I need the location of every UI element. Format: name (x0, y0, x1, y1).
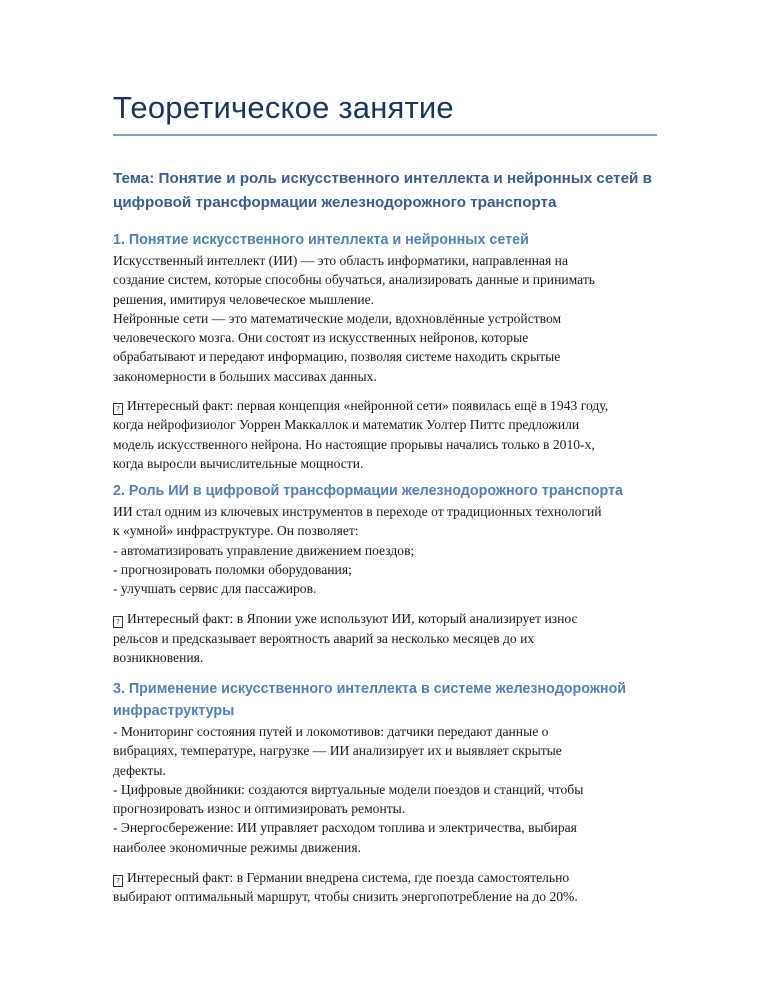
section-heading-line: 1. Понятие искусственного интеллекта и нейронных сетей (113, 232, 529, 248)
topic-line: Тема: Понятие и роль искусственного интеллекта и нейронных сетей в (113, 170, 652, 187)
section-heading (113, 480, 661, 502)
section-heading-line: инфраструктуры (113, 703, 235, 719)
fact-text: Интересный факт: в Японии уже используют ИИ, который анализирует износ (127, 611, 578, 627)
body-line: дефекты. (113, 762, 166, 778)
section-heading-line: 3. Применение искусственного интеллекта в системе железнодорожной (113, 681, 627, 697)
page-title: Теоретическое занятие (113, 90, 454, 125)
body-line: создание систем, которые способны обучаться, анализировать данные и принимать (113, 272, 595, 288)
body-line: решения, имитируя человеческое мышление. (113, 291, 375, 307)
body-line: ИИ стал одним из ключевых инструментов в переходе от традиционных технологий (113, 504, 602, 519)
title-underline-divider (113, 134, 657, 136)
fact-text: Интересный факт: в Германии внедрена система, где поезда самостоятельно (127, 870, 570, 886)
section-body (113, 502, 661, 598)
fact-line: модель искусственного нейрона. Но настоящие прорывы начались только в 2010-х, (113, 436, 595, 452)
section-heading (113, 678, 661, 722)
missing-glyph-icon: ? (113, 403, 123, 415)
fact-line: возникновения. (113, 650, 204, 666)
fact-text: Интересный факт: первая концепция «нейронной сети» появилась ещё в 1943 году, (127, 398, 609, 414)
topic-line: цифровой трансформации железнодорожного транспорта (113, 194, 557, 211)
interesting-fact (113, 396, 661, 473)
list-item: - Цифровые двойники: создаются виртуальные модели поездов и станций, чтобы (113, 781, 584, 797)
fact-line: рельсов и предсказывает вероятность аварий за несколько месяцев до их (113, 630, 535, 646)
body-line: вибрациях, температуре, нагрузке — ИИ анализирует их и выявляет скрытые (113, 743, 562, 759)
interesting-fact (113, 868, 661, 907)
fact-line (113, 609, 661, 628)
body-line: наиболее экономичные режимы движения. (113, 839, 361, 855)
list-item: - автоматизировать управление движением поездов; (113, 542, 415, 558)
body-line: Нейронные сети — это математические модели, вдохновлённые устройством (113, 310, 562, 326)
body-line: закономерности в больших массивах данных. (113, 368, 377, 384)
section-1 (113, 229, 661, 473)
missing-glyph-icon: ? (113, 616, 123, 628)
fact-line: когда выросли вычислительные мощности. (113, 455, 364, 471)
fact-line: когда нейрофизиолог Уоррен Маккаллок и математик Уолтер Питтс предложили (113, 417, 580, 433)
topic-heading (113, 167, 661, 215)
list-item: - Энергосбережение: ИИ управляет расходом топлива и электричества, выбирая (113, 820, 577, 836)
list-item: - прогнозировать поломки оборудования; (113, 561, 352, 577)
body-line: Искусственный интеллект (ИИ) — это область информатики, направленная на (113, 253, 568, 268)
body-line: к «умной» инфраструктуре. Он позволяет: (113, 523, 359, 539)
section-body (113, 251, 661, 386)
fact-line (113, 868, 661, 887)
section-heading-line: 2. Роль ИИ в цифровой трансформации железнодорожного транспорта (113, 483, 624, 499)
section-3 (113, 678, 661, 907)
section-body (113, 722, 661, 857)
missing-glyph-icon: ? (113, 875, 123, 887)
fact-line: выбирают оптимальный маршрут, чтобы снизить энергопотребление на до 20%. (113, 889, 578, 905)
interesting-fact (113, 609, 661, 667)
body-line: человеческого мозга. Они состоят из искусственных нейронов, которые (113, 330, 529, 346)
list-item: - улучшать сервис для пассажиров. (113, 581, 317, 597)
section-heading (113, 229, 661, 251)
body-line: прогнозировать износ и оптимизировать ремонты. (113, 801, 406, 817)
body-line: обрабатывают и передают информацию, позволяя системе находить скрытые (113, 349, 561, 365)
list-item: - Мониторинг состояния путей и локомотивов: датчики передают данные о (113, 724, 549, 739)
fact-line (113, 396, 661, 415)
section-2 (113, 480, 661, 667)
